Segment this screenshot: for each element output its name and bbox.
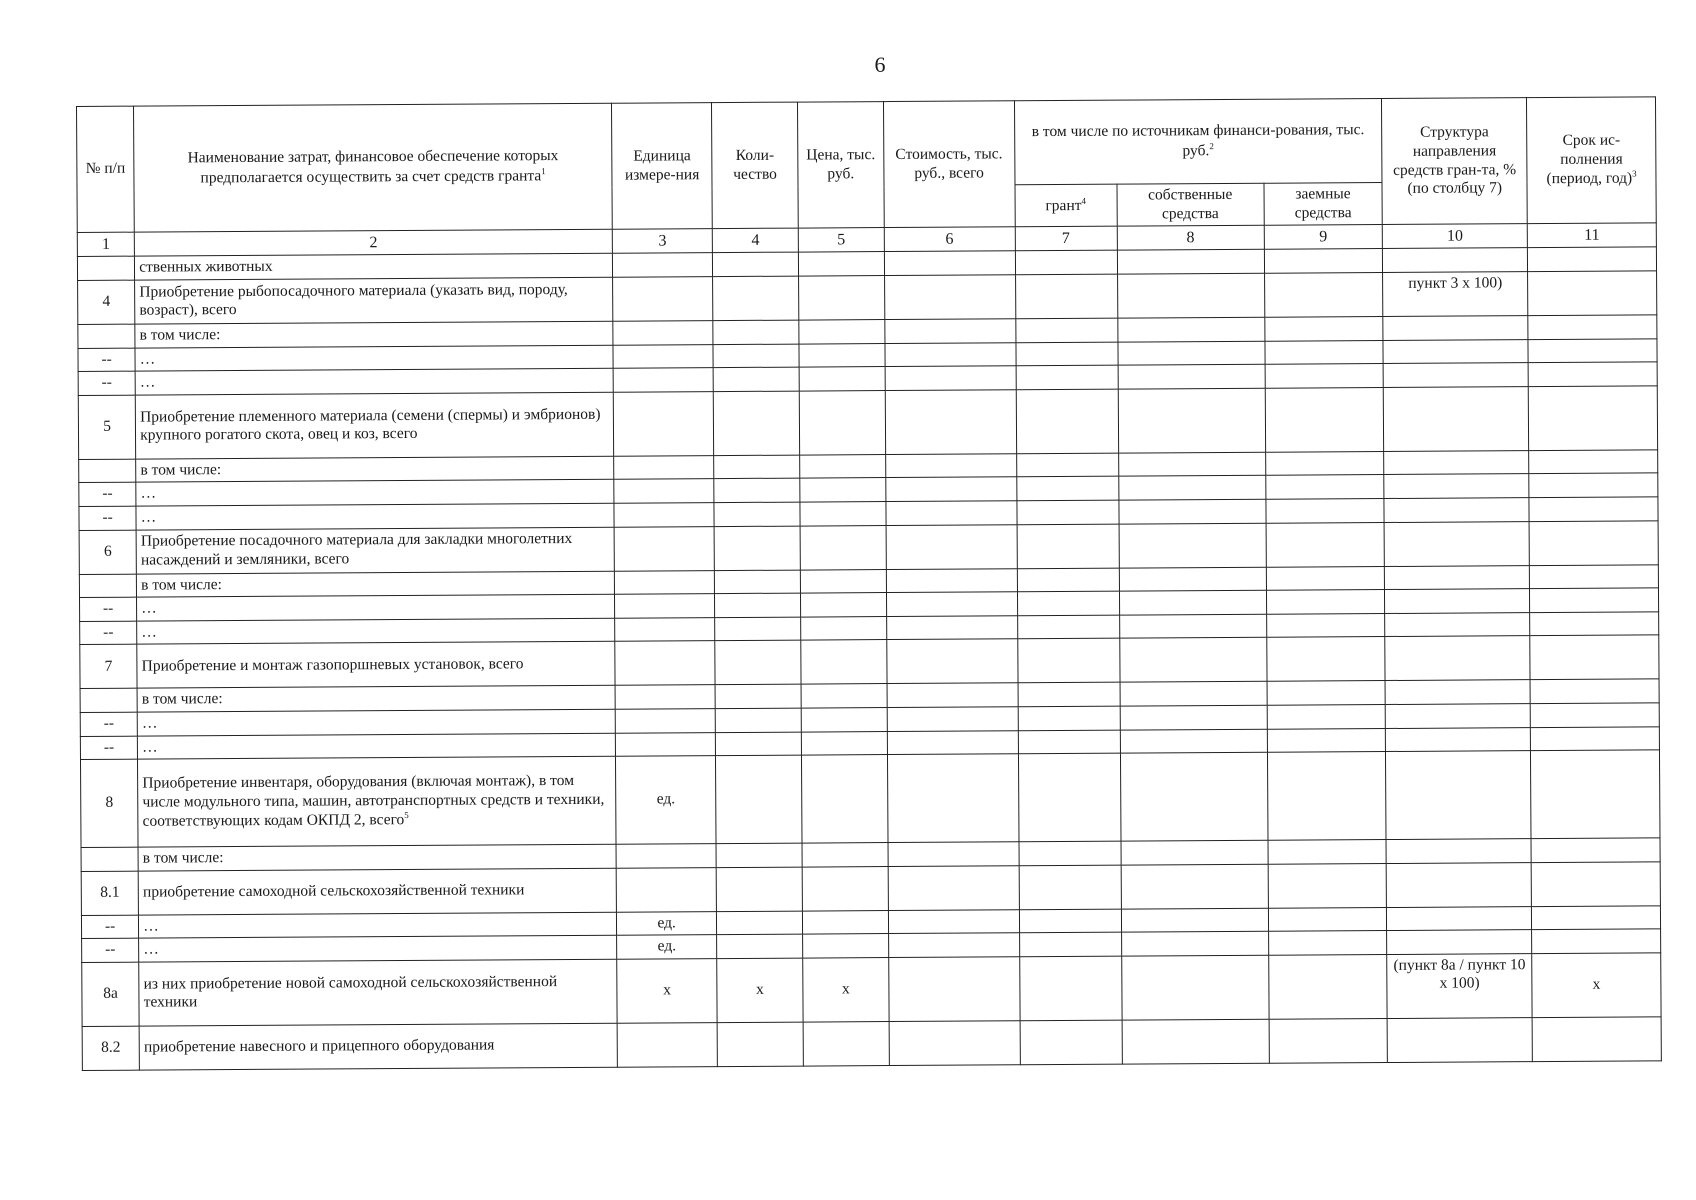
row-number: -- xyxy=(80,621,137,645)
cost-cell xyxy=(884,251,1015,275)
price-cell xyxy=(802,843,888,867)
cost-cell xyxy=(887,754,1018,843)
unit-cell xyxy=(613,321,713,345)
cost-cell xyxy=(887,707,1018,731)
column-number: 11 xyxy=(1527,223,1656,248)
unit-cell xyxy=(613,368,713,392)
own-funds-cell xyxy=(1121,908,1268,932)
cost-cell xyxy=(886,568,1017,592)
own-funds-cell xyxy=(1122,1019,1269,1064)
price-cell xyxy=(799,390,885,455)
cost-cell xyxy=(886,501,1017,525)
header-unit: Единица измере-ния xyxy=(612,103,713,230)
term-cell: х xyxy=(1532,953,1661,1018)
unit-cell xyxy=(615,641,715,686)
term-cell xyxy=(1528,338,1657,362)
price-cell xyxy=(801,731,887,755)
row-number: -- xyxy=(80,712,137,736)
own-funds-cell xyxy=(1118,388,1265,453)
header-number: № п/п xyxy=(77,106,135,233)
cost-name: приобретение навесного и прицепного оборудования xyxy=(139,1023,617,1070)
cost-name: … xyxy=(137,618,615,645)
quantity-cell xyxy=(714,455,800,479)
cost-cell xyxy=(888,933,1019,957)
price-cell xyxy=(799,320,885,344)
own-funds-cell xyxy=(1119,638,1266,683)
own-funds-cell xyxy=(1118,476,1265,500)
price-cell xyxy=(800,454,886,478)
row-number: -- xyxy=(78,348,135,372)
quantity-cell xyxy=(713,344,799,368)
cost-cell xyxy=(886,524,1017,569)
row-number xyxy=(81,847,138,871)
grant-cell xyxy=(1016,453,1118,477)
cost-cell xyxy=(885,319,1016,343)
price-cell xyxy=(802,866,888,911)
cost-name: в том числе: xyxy=(137,686,615,713)
own-funds-cell xyxy=(1119,614,1266,638)
quantity-cell xyxy=(714,478,800,502)
cost-cell xyxy=(886,592,1017,616)
quantity-cell xyxy=(713,252,799,276)
loan-funds-cell xyxy=(1265,475,1384,499)
column-number: 9 xyxy=(1264,225,1383,250)
structure-cell xyxy=(1383,386,1528,451)
loan-funds-cell xyxy=(1265,364,1384,388)
term-cell xyxy=(1528,315,1657,339)
structure-cell: пункт 3 х 100) xyxy=(1383,272,1528,317)
price-cell xyxy=(799,367,885,391)
structure-cell: (пункт 8а / пункт 10 х 100) xyxy=(1387,953,1532,1018)
unit-cell xyxy=(616,844,716,868)
quantity-cell xyxy=(713,276,799,321)
column-number: 3 xyxy=(612,229,712,254)
unit-cell xyxy=(614,479,714,503)
row-number: -- xyxy=(82,938,139,962)
unit-cell xyxy=(615,570,715,594)
loan-funds-cell xyxy=(1267,728,1386,752)
cost-table xyxy=(76,96,1662,1071)
term-cell xyxy=(1532,1017,1661,1062)
own-funds-cell xyxy=(1120,705,1267,729)
own-funds-cell xyxy=(1121,840,1268,864)
header-funding-sources: в том числе по источникам финанси-рования, тыс. руб.$^2$ xyxy=(1014,99,1382,185)
row-number: -- xyxy=(80,597,137,621)
cost-name: Приобретение посадочного материала для закладки многолетних насаждений и земляники, всего xyxy=(136,527,614,574)
quantity-cell xyxy=(714,502,800,526)
grant-cell xyxy=(1016,476,1118,500)
unit-cell xyxy=(615,617,715,641)
quantity-cell xyxy=(715,684,801,708)
price-cell xyxy=(800,478,886,502)
term-cell xyxy=(1528,362,1657,386)
column-number: 8 xyxy=(1117,225,1264,250)
term-cell xyxy=(1530,564,1659,588)
row-number: 7 xyxy=(80,644,137,688)
quantity-cell xyxy=(717,911,803,935)
cost-cell xyxy=(888,865,1019,910)
structure-cell xyxy=(1384,450,1529,474)
own-funds-cell xyxy=(1119,499,1266,523)
unit-cell xyxy=(613,391,713,456)
grant-cell xyxy=(1017,524,1119,569)
unit-cell xyxy=(615,709,715,733)
grant-cell xyxy=(1018,706,1120,730)
price-cell xyxy=(800,501,886,525)
term-cell xyxy=(1528,386,1657,451)
cost-name: в том числе: xyxy=(138,844,616,871)
quantity-cell xyxy=(715,708,801,732)
quantity-cell xyxy=(713,367,799,391)
header-loan-funds: заемные средства xyxy=(1264,183,1383,226)
grant-cell xyxy=(1017,638,1119,683)
table-row xyxy=(82,953,1661,1027)
header-own-funds: собственные средства xyxy=(1117,183,1264,226)
cost-name: Приобретение племенного материала (семени (спермы) и эмбрионов) крупного рогатого скота, овец и коз, всего xyxy=(135,392,613,459)
loan-funds-cell xyxy=(1266,498,1385,522)
cost-name: … xyxy=(136,480,614,507)
structure-cell xyxy=(1386,862,1531,907)
price-cell xyxy=(803,934,889,958)
term-cell xyxy=(1528,247,1657,271)
loan-funds-cell xyxy=(1265,316,1384,340)
loan-funds-cell xyxy=(1266,637,1385,682)
structure-cell xyxy=(1387,930,1532,954)
cost-name: Приобретение инвентаря, оборудования (включая монтаж), в том числе модульного типа, машин, автотранспортных средств и техники, соответствующих кодам ОКПД 2, всего$^5$ xyxy=(138,756,616,847)
unit-cell xyxy=(616,867,716,912)
loan-funds-cell xyxy=(1266,590,1385,614)
term-cell xyxy=(1529,473,1658,497)
loan-funds-cell xyxy=(1265,340,1384,364)
column-number: 6 xyxy=(884,227,1015,252)
cost-cell xyxy=(887,683,1018,707)
term-cell xyxy=(1531,750,1660,839)
term-cell xyxy=(1531,838,1660,862)
cost-name: из них приобретение новой самоходной сельскохозяйственной техники xyxy=(139,959,617,1026)
grant-cell xyxy=(1019,932,1121,956)
cost-table-sheet xyxy=(76,96,1662,1071)
row-number xyxy=(79,459,136,483)
price-cell xyxy=(801,640,887,685)
structure-cell xyxy=(1386,751,1532,840)
row-number: 8а xyxy=(82,962,140,1026)
unit-cell xyxy=(615,732,715,756)
loan-funds-cell xyxy=(1268,954,1387,1019)
table-row xyxy=(82,1017,1661,1071)
structure-cell xyxy=(1385,704,1530,728)
row-number: 8 xyxy=(80,759,138,847)
own-funds-cell xyxy=(1120,729,1267,753)
structure-cell xyxy=(1383,316,1528,340)
grant-cell xyxy=(1018,753,1121,842)
cost-name: приобретение самоходной сельскохозяйственной техники xyxy=(138,868,616,915)
cost-cell xyxy=(885,366,1016,390)
grant-cell xyxy=(1018,682,1120,706)
own-funds-cell xyxy=(1117,250,1264,274)
quantity-cell: х xyxy=(717,958,803,1023)
structure-cell xyxy=(1385,680,1530,704)
price-cell xyxy=(800,569,886,593)
header-cost-total: Стоимость, тыс. руб., всего xyxy=(883,101,1014,228)
cost-name: ственных животных xyxy=(135,254,613,281)
table-row xyxy=(78,386,1657,460)
grant-cell xyxy=(1020,1020,1122,1065)
row-number: -- xyxy=(80,736,137,760)
structure-cell xyxy=(1385,589,1530,613)
loan-funds-cell xyxy=(1265,451,1384,475)
cost-cell xyxy=(888,909,1019,933)
term-cell xyxy=(1531,862,1660,907)
header-price: Цена, тыс. руб. xyxy=(798,102,885,229)
price-cell xyxy=(800,525,886,570)
cost-cell xyxy=(887,639,1018,684)
structure-cell xyxy=(1385,565,1530,589)
term-cell xyxy=(1529,520,1658,565)
quantity-cell xyxy=(715,570,801,594)
own-funds-cell xyxy=(1119,590,1266,614)
loan-funds-cell xyxy=(1266,566,1385,590)
row-number xyxy=(77,257,134,281)
grant-cell xyxy=(1017,568,1119,592)
cost-name: … xyxy=(135,345,613,372)
grant-cell xyxy=(1018,730,1120,754)
price-cell xyxy=(801,755,887,844)
own-funds-cell xyxy=(1119,567,1266,591)
quantity-cell xyxy=(716,843,802,867)
term-cell xyxy=(1532,906,1661,930)
quantity-cell xyxy=(715,593,801,617)
term-cell xyxy=(1530,635,1659,680)
cost-name: в том числе: xyxy=(137,571,615,598)
loan-funds-cell xyxy=(1266,613,1385,637)
cost-name: Приобретение и монтаж газопоршневых установок, всего xyxy=(137,642,615,689)
row-number: 8.2 xyxy=(82,1026,139,1070)
unit-cell xyxy=(614,526,714,571)
own-funds-cell xyxy=(1121,864,1268,909)
price-cell xyxy=(801,707,887,731)
row-number: -- xyxy=(78,371,135,395)
cost-cell xyxy=(886,615,1017,639)
structure-cell xyxy=(1387,1017,1532,1062)
cost-name: в том числе: xyxy=(135,321,613,348)
grant-cell xyxy=(1019,841,1121,865)
column-number: 5 xyxy=(798,228,884,253)
term-cell xyxy=(1530,703,1659,727)
grant-cell xyxy=(1019,865,1121,910)
unit-cell xyxy=(615,594,715,618)
term-cell xyxy=(1528,271,1657,316)
price-cell xyxy=(801,593,887,617)
grant-cell xyxy=(1017,591,1119,615)
price-cell xyxy=(798,252,884,276)
quantity-cell xyxy=(713,391,799,456)
loan-funds-cell xyxy=(1266,522,1385,567)
loan-funds-cell xyxy=(1268,840,1387,864)
column-number: 2 xyxy=(134,229,612,256)
row-number: -- xyxy=(79,506,136,530)
cost-cell xyxy=(885,454,1016,478)
quantity-cell xyxy=(715,617,801,641)
structure-cell xyxy=(1386,839,1531,863)
structure-cell xyxy=(1383,339,1528,363)
cost-cell xyxy=(889,957,1020,1022)
row-number: -- xyxy=(79,482,136,506)
term-cell xyxy=(1529,450,1658,474)
structure-cell xyxy=(1386,727,1531,751)
header-term: Срок ис-полнения (период, год)$^3$ xyxy=(1527,97,1657,224)
own-funds-cell xyxy=(1117,317,1264,341)
grant-cell xyxy=(1017,615,1119,639)
grant-cell xyxy=(1019,956,1122,1021)
loan-funds-cell xyxy=(1264,249,1383,273)
cost-name: … xyxy=(139,935,617,962)
loan-funds-cell xyxy=(1265,387,1384,452)
structure-cell xyxy=(1384,521,1529,566)
term-cell xyxy=(1532,929,1661,953)
cost-cell xyxy=(884,275,1015,320)
grant-cell xyxy=(1019,909,1121,933)
unit-cell: ед. xyxy=(617,935,717,959)
unit-cell xyxy=(615,685,715,709)
cost-name: … xyxy=(136,503,614,530)
unit-cell xyxy=(614,455,714,479)
row-number xyxy=(78,324,135,348)
grant-cell xyxy=(1015,274,1117,319)
loan-funds-cell xyxy=(1264,272,1383,317)
cost-cell xyxy=(885,390,1016,455)
own-funds-cell xyxy=(1117,273,1264,318)
table-row xyxy=(80,750,1660,848)
cost-cell xyxy=(888,842,1019,866)
quantity-cell xyxy=(716,867,802,912)
cost-name: … xyxy=(135,368,613,395)
grant-cell xyxy=(1015,251,1117,275)
row-number: 6 xyxy=(79,530,136,574)
cost-cell xyxy=(886,477,1017,501)
own-funds-cell xyxy=(1118,364,1265,388)
cost-cell xyxy=(889,1021,1020,1066)
header-cost-name: Наименование затрат, финансовое обеспечение которых предполагается осуществить за счет средств гранта$^1$ xyxy=(134,103,613,232)
loan-funds-cell xyxy=(1268,863,1387,908)
grant-cell xyxy=(1016,500,1118,524)
price-cell xyxy=(803,1021,889,1066)
loan-funds-cell xyxy=(1269,1018,1388,1063)
price-cell xyxy=(802,910,888,934)
column-number: 4 xyxy=(712,228,798,253)
row-number: -- xyxy=(81,915,138,939)
header-grant-structure: Структура направления средств гран-та, % (по столбцу 7) xyxy=(1382,98,1528,225)
term-cell xyxy=(1529,497,1658,521)
structure-cell xyxy=(1384,498,1529,522)
structure-cell xyxy=(1387,906,1532,930)
cost-name: … xyxy=(137,709,615,736)
unit-cell xyxy=(613,253,713,277)
page-number: 6 xyxy=(874,52,886,77)
grant-cell xyxy=(1016,365,1118,389)
quantity-cell xyxy=(714,526,800,571)
loan-funds-cell xyxy=(1267,704,1386,728)
unit-cell: х xyxy=(617,958,717,1023)
column-number: 1 xyxy=(77,232,134,257)
table-header xyxy=(77,97,1657,257)
cost-cell xyxy=(887,730,1018,754)
quantity-cell xyxy=(713,320,799,344)
own-funds-cell xyxy=(1121,932,1268,956)
row-number xyxy=(80,688,137,712)
unit-cell: ед. xyxy=(616,756,717,845)
term-cell xyxy=(1531,726,1660,750)
quantity-cell xyxy=(717,1022,803,1067)
own-funds-cell xyxy=(1119,523,1266,568)
term-cell xyxy=(1530,588,1659,612)
unit-cell: ед. xyxy=(617,911,717,935)
row-number xyxy=(79,574,136,598)
header-quantity: Коли-чество xyxy=(712,102,799,229)
quantity-cell xyxy=(716,755,802,844)
cost-name: … xyxy=(138,733,616,760)
loan-funds-cell xyxy=(1268,931,1387,955)
unit-cell xyxy=(614,503,714,527)
unit-cell xyxy=(613,344,713,368)
cost-name: … xyxy=(137,594,615,621)
grant-cell xyxy=(1015,342,1117,366)
unit-cell xyxy=(613,277,713,322)
term-cell xyxy=(1530,679,1659,703)
row-number: 4 xyxy=(78,280,135,324)
grant-cell xyxy=(1015,318,1117,342)
term-cell xyxy=(1530,612,1659,636)
own-funds-cell xyxy=(1121,955,1268,1020)
quantity-cell xyxy=(717,934,803,958)
structure-cell xyxy=(1384,474,1529,498)
structure-cell xyxy=(1383,363,1528,387)
cost-name: Приобретение рыбопосадочного материала (указать вид, породу, возраст), всего xyxy=(135,277,613,324)
cost-name: … xyxy=(139,912,617,939)
quantity-cell xyxy=(716,732,802,756)
cost-cell xyxy=(885,342,1016,366)
loan-funds-cell xyxy=(1268,907,1387,931)
own-funds-cell xyxy=(1120,682,1267,706)
structure-cell xyxy=(1385,636,1530,681)
header-grant: грант$^4$ xyxy=(1015,184,1117,227)
price-cell: х xyxy=(803,957,889,1022)
column-number: 7 xyxy=(1015,226,1117,251)
grant-cell xyxy=(1016,389,1119,454)
own-funds-cell xyxy=(1118,341,1265,365)
price-cell xyxy=(799,343,885,367)
price-cell xyxy=(801,684,887,708)
row-number: 5 xyxy=(78,395,136,459)
table-body xyxy=(77,247,1661,1070)
loan-funds-cell xyxy=(1267,681,1386,705)
column-number: 10 xyxy=(1382,224,1527,249)
quantity-cell xyxy=(715,640,801,685)
own-funds-cell xyxy=(1120,752,1268,841)
loan-funds-cell xyxy=(1267,752,1386,841)
unit-cell xyxy=(617,1022,717,1067)
own-funds-cell xyxy=(1118,452,1265,476)
structure-cell xyxy=(1385,612,1530,636)
structure-cell xyxy=(1383,248,1528,272)
price-cell xyxy=(801,616,887,640)
cost-name: в том числе: xyxy=(136,456,614,483)
row-number: 8.1 xyxy=(81,871,138,915)
price-cell xyxy=(799,276,885,321)
